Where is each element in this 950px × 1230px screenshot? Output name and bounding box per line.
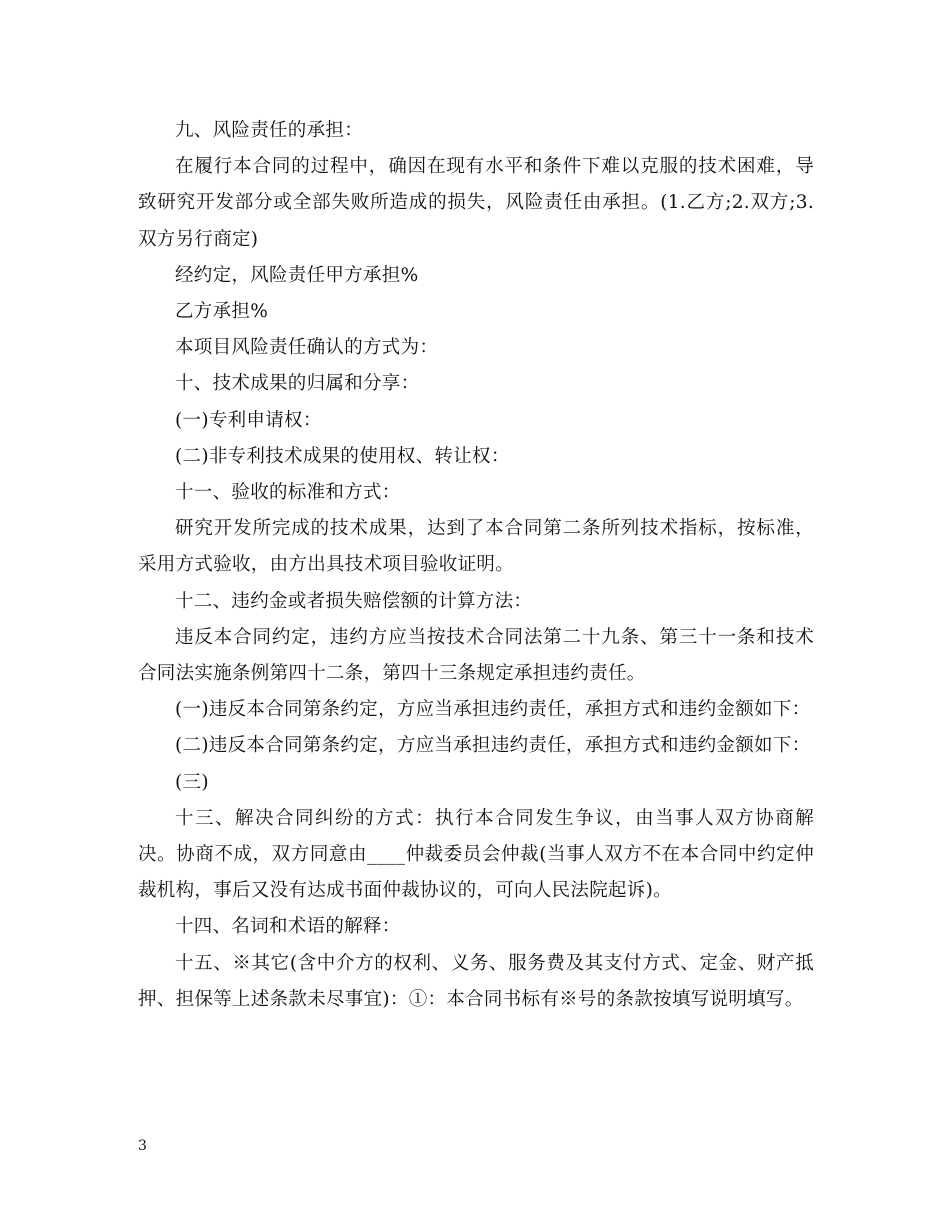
- section-heading-13: 十三、解决合同纠纷的方式：执行本合同发生争议，由当事人双方协商解决。协商不成，双方同意由____仲裁委员会仲裁(当事人双方不在本合同中约定仲裁机构，事后又没有达成书面仲裁协议的，可向人民法院起诉)。: [138, 807, 814, 902]
- paragraph-risk-description: 在履行本合同的过程中，确因在现有水平和条件下难以克服的技术困难，导致研究开发部分或全部失败所造成的损失，风险责任由承担。(1.乙方;2.双方;3.双方另行商定): [138, 156, 814, 250]
- page-number: 3: [138, 1138, 147, 1154]
- paragraph-party-a-risk-share: 经约定，风险责任甲方承担%: [175, 264, 419, 286]
- paragraph-party-b-risk-share: 乙方承担%: [175, 301, 269, 323]
- paragraph-breach-liability: 违反本合同约定，违约方应当按技术合同法第二十九条、第三十一条和技术合同法实施条例第四十二条，第四十三条规定承担违约责任。: [138, 626, 814, 685]
- section-heading-10: 十、技术成果的归属和分享：: [175, 373, 420, 395]
- section-heading-9: 九、风险责任的承担：: [175, 120, 364, 141]
- paragraph-patent-right: (一)专利申请权：: [175, 409, 322, 431]
- section-heading-14: 十四、名词和术语的解释：: [175, 916, 401, 938]
- section-heading-12: 十二、违约金或者损失赔偿额的计算方法：: [175, 590, 533, 612]
- paragraph-breach-item-1: (一)违反本合同第条约定，方应当承担违约责任，承担方式和违约金额如下：: [175, 699, 811, 721]
- paragraph-risk-confirmation: 本项目风险责任确认的方式为：: [175, 337, 439, 359]
- document-body: [138, 113, 814, 1018]
- paragraph-breach-item-2: (二)违反本合同第条约定，方应当承担违约责任，承担方式和违约金额如下：: [175, 735, 811, 757]
- paragraph-non-patent-right: (二)非专利技术成果的使用权、转让权：: [175, 445, 510, 467]
- paragraph-breach-item-3: (三): [175, 771, 209, 793]
- section-heading-15: 十五、※其它(含中介方的权利、义务、服务费及其支付方式、定金、财产抵押、担保等上述条款未尽事宜)：①：本合同书标有※号的条款按填写说明填写。: [138, 952, 814, 1010]
- paragraph-acceptance: 研究开发所完成的技术成果，达到了本合同第二条所列技术指标，按标准，采用方式验收，由方出具技术项目验收证明。: [138, 518, 814, 576]
- section-heading-11: 十一、验收的标准和方式：: [175, 482, 401, 504]
